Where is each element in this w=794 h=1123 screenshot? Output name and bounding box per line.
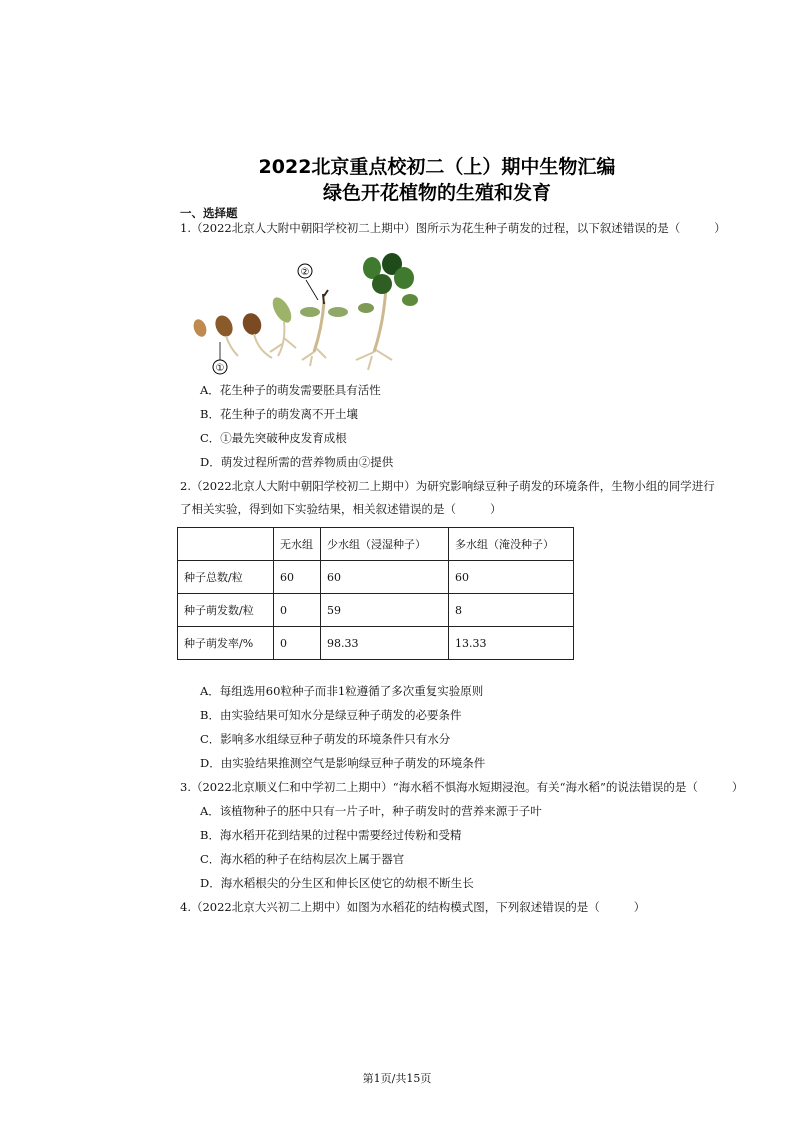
question-4-paren-close: ） <box>633 900 646 914</box>
question-1-option-c: C．①最先突破种皮发育成根 <box>200 431 347 445</box>
table-cell: 60 <box>321 561 449 594</box>
seed-stage-1 <box>191 317 208 338</box>
label-2: ② <box>300 267 310 278</box>
question-2-stem-line-1: 2.（2022北京人大附中朝阳学校初二上期中）为研究影响绿豆种子萌发的环境条件，生物小组的同学进行 <box>180 479 715 493</box>
cotyledon-right <box>328 307 348 317</box>
seed-stage-2 <box>212 313 236 340</box>
table-cell: 0 <box>274 627 321 660</box>
question-3-option-b: B．海水稻开花到结果的过程中需要经过传粉和受精 <box>200 828 462 842</box>
question-3-option-c: C．海水稻的种子在结构层次上属于器官 <box>200 852 405 866</box>
table-cell: 8 <box>449 594 574 627</box>
peanut-germination-figure <box>186 252 426 376</box>
question-1-text: 1.（2022北京人大附中朝阳学校初二上期中）图所示为花生种子萌发的过程，以下叙述错误的是（ <box>180 221 681 235</box>
question-2-paren-close: ） <box>490 502 502 516</box>
question-2-option-b: B．由实验结果可知水分是绿豆种子萌发的必要条件 <box>200 708 462 722</box>
experiment-results-table <box>177 527 574 660</box>
table-header-cell: 多水组（淹没种子） <box>449 528 574 561</box>
table-cell: 0 <box>274 594 321 627</box>
table-cell: 60 <box>449 561 574 594</box>
question-3-stem <box>180 780 743 795</box>
cotyledon-left <box>300 307 320 317</box>
question-3-option-d: D．海水稻根尖的分生区和伸长区使它的幼根不断生长 <box>200 876 474 890</box>
bud-stage-5 <box>323 290 328 304</box>
leaf-6c <box>394 267 414 289</box>
seed-stage-3 <box>240 311 264 338</box>
page-footer: 第1页/共15页 <box>362 1072 432 1085</box>
question-2-option-c: C．影响多水组绿豆种子萌发的环境条件只有水分 <box>200 732 451 746</box>
leaf-6e <box>402 294 418 306</box>
table-cell: 59 <box>321 594 449 627</box>
question-3-paren-close: ） <box>731 780 744 794</box>
table-header-cell: 少水组（浸湿种子） <box>321 528 449 561</box>
pointer-line-2 <box>306 280 318 300</box>
question-1-option-b: B．花生种子的萌发离不开土壤 <box>200 407 358 421</box>
question-2-option-a: A．每组选用60粒种子而非1粒遵循了多次重复实验原则 <box>200 684 484 698</box>
question-2-option-d: D．由实验结果推测空气是影响绿豆种子萌发的环境条件 <box>200 756 486 770</box>
section-heading: 一、选择题 <box>180 206 238 220</box>
table-header-row <box>178 528 574 561</box>
leaf-6d <box>372 274 392 294</box>
root-stage-4 <box>270 322 296 356</box>
table-header-cell <box>178 528 274 561</box>
table-cell: 13.33 <box>449 627 574 660</box>
table-header-cell: 无水组 <box>274 528 321 561</box>
question-1-stem <box>180 221 726 236</box>
question-2-text: 了相关实验，得到如下实验结果，相关叙述错误的是（ <box>180 502 456 516</box>
table-cell: 种子总数/粒 <box>178 561 274 594</box>
table-cell: 种子萌发数/粒 <box>178 594 274 627</box>
sprout-stage-4 <box>269 294 295 325</box>
question-1-option-d: D．萌发过程所需的营养物质由②提供 <box>200 455 394 469</box>
table-cell: 60 <box>274 561 321 594</box>
table-row <box>178 561 574 594</box>
question-1-paren-close: ） <box>714 221 726 235</box>
radicle-stage-3 <box>254 334 272 358</box>
label-1: ① <box>215 363 225 374</box>
table-row <box>178 594 574 627</box>
document-subtitle: 绿色开花植物的生殖和发育 <box>322 182 551 204</box>
table-row <box>178 627 574 660</box>
leaf-6f <box>358 303 374 313</box>
question-3-text: 3.（2022北京顺义仁和中学初二上期中）“海水稻不惧海水短期浸泡。有关“海水稻”的说法错误的是（ <box>180 780 698 794</box>
question-4-text: 4.（2022北京大兴初二上期中）如图为水稻花的结构模式图，下列叙述错误的是（ <box>180 900 600 914</box>
stem-stage-6 <box>374 286 386 352</box>
question-1-option-a: A．花生种子的萌发需要胚具有活性 <box>200 383 381 397</box>
root-stage-6 <box>356 350 392 370</box>
table-cell: 种子萌发率/% <box>178 627 274 660</box>
question-4-stem <box>180 900 645 915</box>
table-cell: 98.33 <box>321 627 449 660</box>
question-3-option-a: A．该植物种子的胚中只有一片子叶，种子萌发时的营养来源于子叶 <box>200 804 542 818</box>
question-2-stem-line-2 <box>180 502 502 517</box>
document-title: 2022北京重点校初二（上）期中生物汇编 <box>258 156 616 178</box>
radicle-stage-2 <box>226 336 238 356</box>
